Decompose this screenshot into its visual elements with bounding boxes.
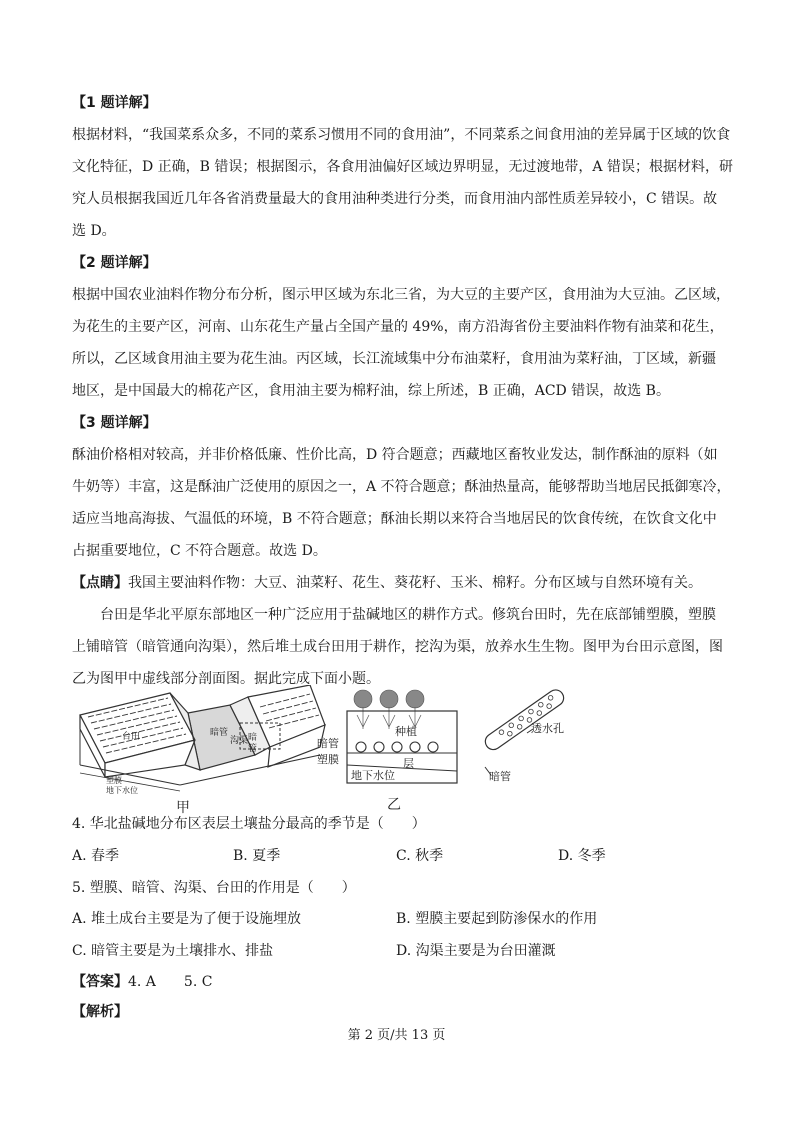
q5-option-d: D. 沟渠主要是为台田灌溉 bbox=[396, 943, 556, 959]
q5-option-c: C. 暗管主要是为土壤排水、排盐 bbox=[72, 943, 274, 959]
material-line: 上铺暗管（暗管通向沟渠），然后堆土成台田用于耕作，挖沟为渠，放养水生生物。图甲为台田示意图，图 bbox=[72, 639, 723, 655]
label-taitian: 台田 bbox=[122, 732, 141, 742]
material-line: 乙为图甲中虚线部分剖面图。据此完成下面小题。 bbox=[72, 671, 380, 687]
section-2-line: 为花生的主要产区，河南、山东花生产量占全国产量的 49%，南方沿海省份主要油料作物有油菜和花生， bbox=[72, 319, 724, 335]
section-3-line: 酥油价格相对较高，并非价格低廉、性价比高，D 符合题意；西藏地区畜牧业发达，制作酥油的原料（如 bbox=[72, 447, 718, 463]
label-gouqu: 沟渠 bbox=[230, 736, 249, 746]
section-1-line: 究人员根据我国近几年各省消费量最大的食用油种类进行分类，而食用油内部性质差异较小，C 错误。故 bbox=[72, 191, 718, 207]
svg-text:管: 管 bbox=[248, 744, 258, 754]
page-footer: 第 2 页/共 13 页 bbox=[347, 1028, 446, 1043]
section-3-heading: 【3 题详解】 bbox=[72, 415, 157, 431]
label-dixiashuiwei: 地下水位 bbox=[106, 786, 138, 795]
answer-label: 【答案】 bbox=[72, 974, 128, 990]
label-toushuikong: 透水孔 bbox=[531, 722, 564, 735]
analysis-label: 【解析】 bbox=[72, 1004, 128, 1020]
q4-option-a: A. 春季 bbox=[72, 848, 120, 864]
label-yi-dixiashuiwei: 地下水位 bbox=[351, 769, 395, 782]
section-3-line: 适应当地高海拔、气温低的环境，B 不符合题意；酥油长期以来符合当地居民的饮食传统，在饮食文化中 bbox=[72, 511, 717, 527]
section-1-line: 根据材料，“我国菜系众多，不同的菜系习惯用不同的食用油”，不同菜系之间食用油的差异属于区域的饮食 bbox=[72, 127, 731, 143]
figure-jia bbox=[70, 685, 330, 815]
tip-label: 【点睛】 bbox=[72, 575, 128, 591]
section-2-heading: 【2 题详解】 bbox=[72, 255, 157, 271]
material-line: 台田是华北平原东部地区一种广泛应用于盐碱地区的耕作方式。修筑台田时，先在底部铺塑膜，塑膜 bbox=[100, 607, 716, 623]
tip-text: 我国主要油料作物：大豆、油菜籽、花生、葵花籽、玉米、棉籽。分布区域与自然环境有关。 bbox=[128, 575, 702, 591]
label-yi-sumo: 塑膜 bbox=[317, 753, 339, 766]
section-3-line: 占据重要地位，C 不符合题意。故选 D。 bbox=[72, 543, 327, 559]
label-yi-anguan2: 暗管 bbox=[489, 770, 511, 783]
section-1-line: 文化特征，D 正确，B 错误；根据图示，各食用油偏好区域边界明显，无过渡地带，A 错误；根据材料，研 bbox=[72, 159, 733, 175]
question-4-stem: 4. 华北盐碱地分布区表层土壤盐分最高的季节是（ ） bbox=[72, 816, 426, 832]
q4-option-d: D. 冬季 bbox=[558, 848, 606, 864]
section-3-line: 牛奶等）丰富，这是酥油广泛使用的原因之一，A 不符合题意；酥油热量高，能够帮助当地居民抵御寒冷， bbox=[72, 479, 731, 495]
section-1-line: 选 D。 bbox=[72, 223, 116, 239]
svg-text:暗: 暗 bbox=[248, 733, 258, 743]
label-zhongzhi: 种植 bbox=[395, 725, 417, 738]
q4-option-c: C. 秋季 bbox=[396, 848, 444, 864]
section-2-line: 地区，是中国最大的棉花产区，食用油主要为棉籽油，综上所述，B 正确，ACD 错误，故选 B。 bbox=[72, 383, 670, 399]
figure-yi bbox=[315, 685, 575, 815]
q5-option-b: B. 塑膜主要起到防渗保水的作用 bbox=[396, 911, 598, 927]
caption-yi: 乙 bbox=[387, 797, 401, 813]
label-yi-anguan: 暗管 bbox=[317, 737, 339, 750]
label-anguan: 暗管 bbox=[210, 728, 229, 738]
q5-option-a: A. 堆土成台主要是为了便于设施埋放 bbox=[72, 911, 302, 927]
question-5-stem: 5. 塑膜、暗管、沟渠、台田的作用是（ ） bbox=[72, 880, 356, 896]
q4-option-b: B. 夏季 bbox=[233, 848, 281, 864]
section-1-heading: 【1 题详解】 bbox=[72, 95, 157, 111]
answer-text: 4. A 5. C bbox=[128, 974, 213, 990]
section-2-line: 所以，乙区域食用油主要为花生油。丙区域，长江流域集中分布油菜籽，食用油为菜籽油，丁区域，新疆 bbox=[72, 351, 716, 367]
label-sumo: 塑膜 bbox=[106, 776, 122, 785]
answer-line bbox=[72, 972, 732, 992]
section-2-line: 根据中国农业油料作物分布分析，图示甲区域为东北三省，为大豆的主要产区，食用油为大豆油。乙区域， bbox=[72, 287, 730, 303]
label-ceng: 层 bbox=[403, 757, 414, 770]
tip-line bbox=[72, 573, 732, 593]
caption-jia: 甲 bbox=[176, 800, 190, 815]
